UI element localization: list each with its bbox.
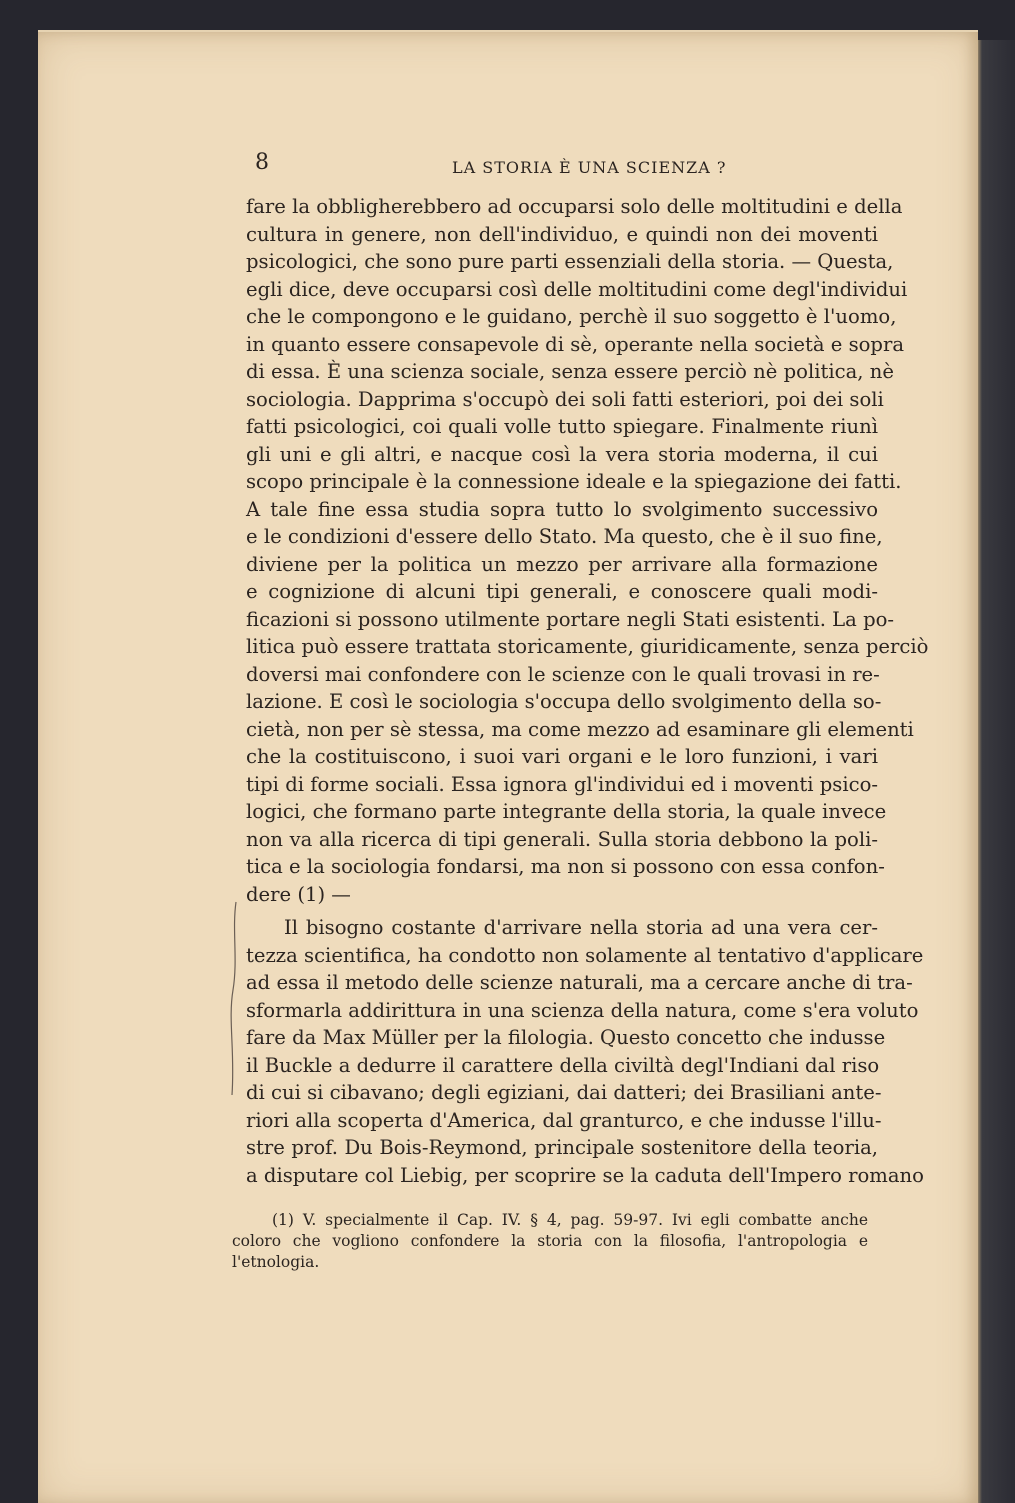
text-line: Il bisogno costante d'arrivare nella storia ad una vera cer- — [284, 916, 878, 939]
text-line: egli dice, deve occuparsi così delle moltitudini come degl'individui — [246, 277, 908, 301]
text-line: doversi mai confondere con le scienze con le quali trovasi in re- — [246, 662, 880, 686]
text-line: che la costituiscono, i suoi vari organi e le loro funzioni, i vari — [246, 745, 878, 768]
text-line: cultura in genere, non dell'individuo, e quindi non dei moventi — [246, 222, 878, 246]
text-line: fatti psicologici, coi quali volle tutto spiegare. Finalmente riunì — [246, 415, 878, 438]
text-line: A tale fine essa studia sopra tutto lo svolgimento successivo — [246, 497, 878, 521]
text-line: fare la obbligherebbero ad occuparsi solo delle moltitudini e della — [246, 195, 903, 218]
text-line: sformarla addirittura in una scienza della natura, come s'era voluto — [246, 998, 919, 1022]
text-line: non va alla ricerca di tipi generali. Sulla storia debbono la poli- — [246, 827, 878, 851]
text-line: di cui si cibavano; degli egiziani, dai datteri; dei Brasiliani ante- — [246, 1081, 882, 1104]
footnote-line: l'etnologia. — [232, 1253, 320, 1271]
text-line: ficazioni si possono utilmente portare negli Stati esistenti. La po- — [246, 607, 895, 631]
footnote-line: coloro che vogliono confondere la storia con la filosofia, l'antropologia e — [232, 1232, 868, 1250]
text-line: fare da Max Müller per la filologia. Questo concetto che indusse — [246, 1026, 886, 1049]
text-line: sociologia. Dapprima s'occupò dei soli fatti esteriori, poi dei soli — [246, 387, 884, 411]
text-line: dere (1) — — [246, 882, 351, 906]
text-line: di essa. È una scienza sociale, senza essere perciò nè politica, nè — [246, 360, 894, 383]
text-line: ad essa il metodo delle scienze naturali, ma a cercare anche di tra- — [246, 971, 913, 994]
text-line: gli uni e gli altri, e nacque così la vera storia moderna, il cui — [246, 442, 878, 466]
text-line: in quanto essere consapevole di sè, operante nella società e sopra — [246, 332, 905, 356]
text-line: a disputare col Liebig, per scoprire se la caduta dell'Impero romano — [246, 1163, 924, 1187]
text-line: cietà, non per sè stessa, ma come mezzo ad esaminare gli elementi — [246, 717, 914, 741]
pencil-margin-mark — [226, 900, 242, 1100]
text-line: che le compongono e le guidano, perchè il suo soggetto è l'uomo, — [246, 305, 897, 328]
text-line: stre prof. Du Bois-Reymond, principale sostenitore della teoria, — [246, 1136, 878, 1159]
text-line: e cognizione di alcuni tipi generali, e conoscere quali modi- — [246, 580, 878, 603]
text-line: litica può essere trattata storicamente, giuridicamente, senza perciò — [246, 635, 929, 658]
running-title: LA STORIA È UNA SCIENZA ? — [452, 158, 727, 177]
paragraph-2 — [246, 914, 924, 1189]
main-text — [246, 193, 929, 1189]
text-line: lazione. E così le sociologia s'occupa dello svolgimento della so- — [246, 690, 882, 713]
text-line: psicologici, che sono pure parti essenziali della storia. — Questa, — [246, 250, 894, 273]
text-line: tica e la sociologia fondarsi, ma non si possono con essa confon- — [246, 855, 885, 878]
text-line: logici, che formano parte integrante della storia, la quale invece — [246, 800, 887, 823]
text-line: tezza scientifica, ha condotto non solamente al tentativo d'applicare — [246, 943, 924, 967]
footnotes — [232, 1210, 868, 1273]
page-number: 8 — [255, 150, 269, 175]
footnote-line: (1) V. specialmente il Cap. IV. § 4, pag. 59-97. Ivi egli combatte anche — [272, 1211, 868, 1229]
text-line: riori alla scoperta d'America, dal granturco, e che indusse l'illu- — [246, 1108, 882, 1132]
text-line: scopo principale è la connessione ideale e la spiegazione dei fatti. — [246, 470, 902, 493]
text-line: tipi di forme sociali. Essa ignora gl'individui ed i moventi psico- — [246, 772, 878, 796]
paragraph-1 — [246, 193, 929, 908]
text-line: diviene per la politica un mezzo per arrivare alla formazione — [246, 552, 878, 576]
text-line: il Buckle a dedurre il carattere della civiltà degl'Indiani dal riso — [246, 1053, 880, 1077]
text-line: e le condizioni d'essere dello Stato. Ma questo, che è il suo fine, — [246, 525, 883, 548]
